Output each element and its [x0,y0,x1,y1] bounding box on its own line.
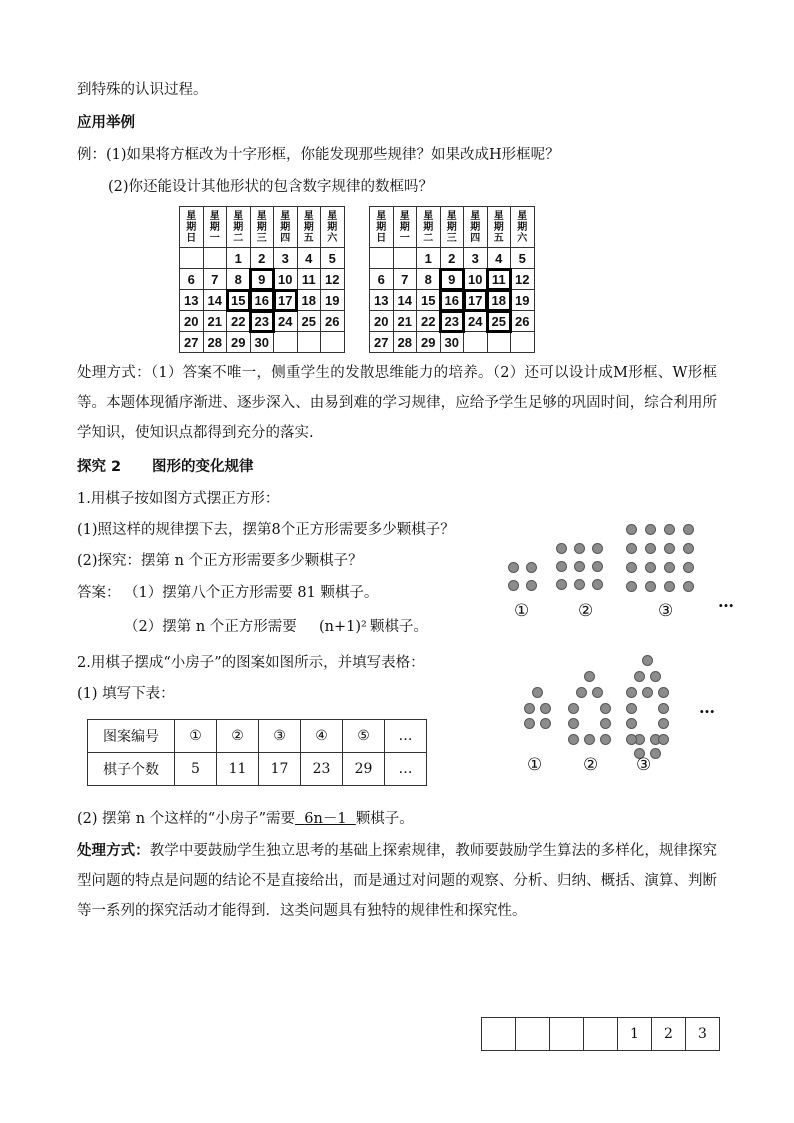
house-ellipsis: … [699,698,715,717]
chess-piece-dot [568,734,579,745]
calendar-day-cell: 18 [487,290,511,311]
square-label-2: ② [578,601,594,621]
example-question-2: (2)你还能设计其他形状的包含数字规律的数框吗？ [108,179,434,195]
chess-piece-dot [508,562,519,573]
chess-piece-dot [626,543,637,554]
chess-piece-dot [664,581,675,592]
calendar-weekday-header: 星 期 二 [227,207,251,248]
calendar-day-cell: 16 [250,290,274,311]
q2-part-b [77,809,414,829]
calendar-day-cell: 3 [464,248,488,269]
chess-piece-dot [658,687,669,698]
calendar-day-cell: 14 [203,290,227,311]
footer-cell [516,1018,550,1051]
calendar-weekday-header: 星 期 三 [250,207,274,248]
calendar-day-cell: 28 [203,332,227,353]
calendar-day-cell [321,332,345,353]
chess-piece-dot [600,734,611,745]
chess-piece-dot [658,718,669,729]
calendar-day-cell: 12 [321,269,345,290]
calendar-day-cell: 28 [393,332,417,353]
chess-piece-dot [645,581,656,592]
table-cell: … [385,753,427,786]
calendar-day-cell: 17 [274,290,298,311]
calendar-day-cell: 27 [180,332,204,353]
chess-piece-dot [556,579,567,590]
calendar-day-cell: 30 [250,332,274,353]
table-cell: 29 [343,753,385,786]
calendar-weekday-header: 星 期 六 [321,207,345,248]
calendar-day-cell: 29 [227,332,251,353]
calendar-day-cell: 12 [511,269,535,290]
footer-cell [550,1018,584,1051]
calendar-day-cell: 29 [417,332,441,353]
q1-intro: 1.用棋子按如图方式摆正方形： [77,491,280,507]
q2-answer-text: 6n－1 [304,811,347,827]
calendar-weekday-header: 星 期 四 [464,207,488,248]
calendar-day-cell: 1 [417,248,441,269]
calendar-weekday-header: 星 期 三 [440,207,464,248]
calendar-weekday-header: 星 期 一 [203,207,227,248]
calendar-day-cell: 20 [180,311,204,332]
calendar-week-row [180,248,345,269]
calendar-day-cell: 4 [487,248,511,269]
calendar-day-cell: 20 [370,311,394,332]
chess-piece-dot [664,524,675,535]
calendar-day-cell: 9 [250,269,274,290]
table-cell: 图案编号 [88,720,175,753]
calendar-weekday-header: 星 期 六 [511,207,535,248]
calendar-day-cell: 30 [440,332,464,353]
q1-part-a: (1)照这样的规律摆下去，摆第8个正方形需要多少颗棋子？ [77,522,455,538]
footer-cell [482,1018,516,1051]
footer-cell: 3 [686,1018,720,1051]
chess-piece-dot [634,671,645,682]
chess-piece-dot [642,655,653,666]
chess-piece-dot [592,561,603,572]
chess-piece-dot [645,543,656,554]
calendar-day-cell: 11 [297,269,321,290]
calendar-day-cell: 24 [464,311,488,332]
answer-label: 答案： [77,585,121,601]
table-cell: 5 [175,753,217,786]
footer-cell: 2 [652,1018,686,1051]
calendar-day-cell: 16 [440,290,464,311]
square-label-1: ① [514,601,530,621]
calendar-right [369,206,535,353]
q2-part-b-suffix: 颗棋子。 [355,811,414,827]
answer-2-formula: (n+1)² [319,619,367,635]
square-label-3: ③ [658,601,674,621]
calendar-week-row [370,269,535,290]
calendar-day-cell: 21 [203,311,227,332]
chess-piece-dot [592,687,603,698]
chess-piece-dot [524,718,535,729]
house-label-3: ③ [636,755,652,775]
calendar-day-cell [511,332,535,353]
chess-piece-dot [658,734,669,745]
table-cell: 17 [259,753,301,786]
calendar-day-cell: 6 [370,269,394,290]
chess-piece-dot [600,703,611,714]
chess-piece-dot [664,543,675,554]
calendar-weekday-header: 星 期 二 [417,207,441,248]
calendar-day-cell: 23 [440,311,464,332]
calendar-day-cell: 22 [227,311,251,332]
calendar-day-cell: 22 [417,311,441,332]
chess-piece-dot [626,734,637,745]
chess-piece-dot [540,718,551,729]
calendar-day-cell: 2 [250,248,274,269]
house-label-2: ② [583,755,599,775]
table-cell: ① [175,720,217,753]
calendar-day-cell: 18 [297,290,321,311]
calendar-day-cell: 26 [321,311,345,332]
calendar-day-cell [370,248,394,269]
chess-piece-dot [524,703,535,714]
calendar-weekday-header: 星 期 日 [370,207,394,248]
calendar-day-cell: 7 [393,269,417,290]
calendar-day-cell [203,248,227,269]
q2-part-a: (1) 填写下表： [77,686,175,702]
table-row [88,720,427,753]
house-label-1: ① [527,755,543,775]
q2-part-b-prefix: (2) 摆第 n 个这样的“小房子”需要 [77,811,296,827]
calendar-week-row [180,290,345,311]
intro-line: 到特殊的认识过程。 [77,82,208,98]
calendar-day-cell [464,332,488,353]
calendar-week-row [180,269,345,290]
calendar-day-cell: 10 [274,269,298,290]
chess-piece-dot [576,687,587,698]
calendar-weekday-header: 星 期 五 [297,207,321,248]
calendar-weekday-header: 星 期 四 [274,207,298,248]
calendar-week-row [370,311,535,332]
calendar-day-cell: 24 [274,311,298,332]
calendar-day-cell: 1 [227,248,251,269]
calendar-week-row [370,248,535,269]
calendar-day-cell: 10 [464,269,488,290]
calendar-week-row [180,311,345,332]
explore-title: 图形的变化规律 [152,459,254,475]
calendar-day-cell: 13 [180,290,204,311]
calendar-day-cell [180,248,204,269]
chess-piece-dot [584,734,595,745]
chess-piece-dot [626,581,637,592]
handling-paragraph-2 [77,836,717,926]
table-row [88,753,427,786]
calendar-day-cell: 6 [180,269,204,290]
calendar-day-cell: 25 [297,311,321,332]
calendar-day-cell: 9 [440,269,464,290]
chess-piece-dot [626,524,637,535]
square-ellipsis: … [718,592,734,611]
calendar-day-cell: 5 [511,248,535,269]
calendar-day-cell: 7 [203,269,227,290]
chess-piece-dot [683,581,694,592]
table-cell: 11 [217,753,259,786]
calendar-day-cell: 5 [321,248,345,269]
calendar-day-cell: 15 [227,290,251,311]
table-row [482,1018,720,1051]
chess-piece-dot [574,561,585,572]
calendar-day-cell: 14 [393,290,417,311]
calendar-day-cell: 2 [440,248,464,269]
handling-2-text: 教学中要鼓励学生独立思考的基础上探索规律，教师要鼓励学生算法的多样化，规律探究型问题的特点是问题的结论不是直接给出，而是通过对问题的观察、分析、归纳、概括、演算、判断等一系列的探究活动才能得到．这类问题具有独特的规律性和探究性。 [77,843,717,919]
calendar-day-cell: 21 [393,311,417,332]
chess-piece-dot [592,579,603,590]
calendar-day-cell: 13 [370,290,394,311]
table-cell: ④ [301,720,343,753]
chess-piece-dot [683,524,694,535]
chess-piece-dot [683,562,694,573]
footer-cell: 1 [618,1018,652,1051]
chess-piece-dot [584,671,595,682]
chess-piece-dot [574,579,585,590]
chess-piece-dot [664,562,675,573]
chess-piece-dot [650,748,661,759]
chess-piece-dot [568,718,579,729]
explore-label: 探究 2 [77,459,122,475]
example-question-1: 例：(1)如果将方框改为十字形框，你能发现那些规律？如果改成H形框呢？ [77,147,560,163]
chess-piece-dot [650,671,661,682]
count-table [87,719,427,786]
chess-piece-dot [626,687,637,698]
chess-piece-dot [540,703,551,714]
chess-piece-dot [645,524,656,535]
chess-piece-dot [683,543,694,554]
chess-piece-dot [658,703,669,714]
calendar-day-cell: 17 [464,290,488,311]
q1-part-b: (2)探究：摆第 n 个正方形需要多少颗棋子？ [77,553,363,569]
chess-piece-dot [600,718,611,729]
table-cell: ⑤ [343,720,385,753]
q2-intro: 2.用棋子摆成“小房子”的图案如图所示，并填写表格： [77,655,425,671]
answer-2-prefix: （2）摆第 n 个正方形需要 [124,619,297,635]
calendar-day-cell [393,248,417,269]
calendar-day-cell: 19 [511,290,535,311]
calendar-weekday-header: 星 期 五 [487,207,511,248]
chess-piece-dot [626,718,637,729]
calendar-day-cell: 23 [250,311,274,332]
calendar-week-row [180,332,345,353]
chess-piece-dot [532,687,543,698]
answer-1: （1）摆第八个正方形需要 81 颗棋子。 [124,585,379,601]
footer-cell [584,1018,618,1051]
footer-table [481,1017,720,1051]
chess-piece-dot [526,562,537,573]
heading-apply: 应用举例 [77,115,135,131]
calendar-day-cell: 19 [321,290,345,311]
chess-piece-dot [526,580,537,591]
q2-part-b-answer [295,811,356,827]
calendar-day-cell [274,332,298,353]
chess-piece-dot [568,703,579,714]
chess-piece-dot [556,561,567,572]
table-cell: ③ [259,720,301,753]
calendar-header-row [370,207,535,248]
chess-piece-dot [592,543,603,554]
chess-piece-dot [574,543,585,554]
calendar-weekday-header: 星 期 日 [180,207,204,248]
handling-paragraph-1: 处理方式：（1）答案不唯一，侧重学生的发散思维能力的培养。（2）还可以设计成M形框、W形框等。本题体现循序渐进、逐步深入、由易到难的学习规律，应给予学生足够的巩固时间，综合利用所学知识，使知识点都得到充分的落实. [77,365,717,441]
calendar-day-cell [297,332,321,353]
calendar-day-cell: 26 [511,311,535,332]
calendar-day-cell: 3 [274,248,298,269]
calendar-day-cell: 25 [487,311,511,332]
answer-2-suffix: 颗棋子。 [370,619,428,635]
calendar-day-cell: 8 [227,269,251,290]
calendar-day-cell: 15 [417,290,441,311]
table-cell: 23 [301,753,343,786]
table-cell: ② [217,720,259,753]
handling-2-label: 处理方式： [77,843,150,859]
chess-piece-dot [626,703,637,714]
calendar-day-cell [487,332,511,353]
calendar-day-cell: 8 [417,269,441,290]
calendar-day-cell: 27 [370,332,394,353]
chess-piece-dot [642,687,653,698]
chess-piece-dot [508,580,519,591]
table-cell: … [385,720,427,753]
calendar-week-row [370,290,535,311]
calendar-left [179,206,345,353]
calendar-header-row [180,207,345,248]
calendar-week-row [370,332,535,353]
table-cell: 棋子个数 [88,753,175,786]
calendar-weekday-header: 星 期 一 [393,207,417,248]
chess-piece-dot [645,562,656,573]
calendar-day-cell: 4 [297,248,321,269]
calendar-day-cell: 11 [487,269,511,290]
chess-piece-dot [626,562,637,573]
chess-piece-dot [556,543,567,554]
